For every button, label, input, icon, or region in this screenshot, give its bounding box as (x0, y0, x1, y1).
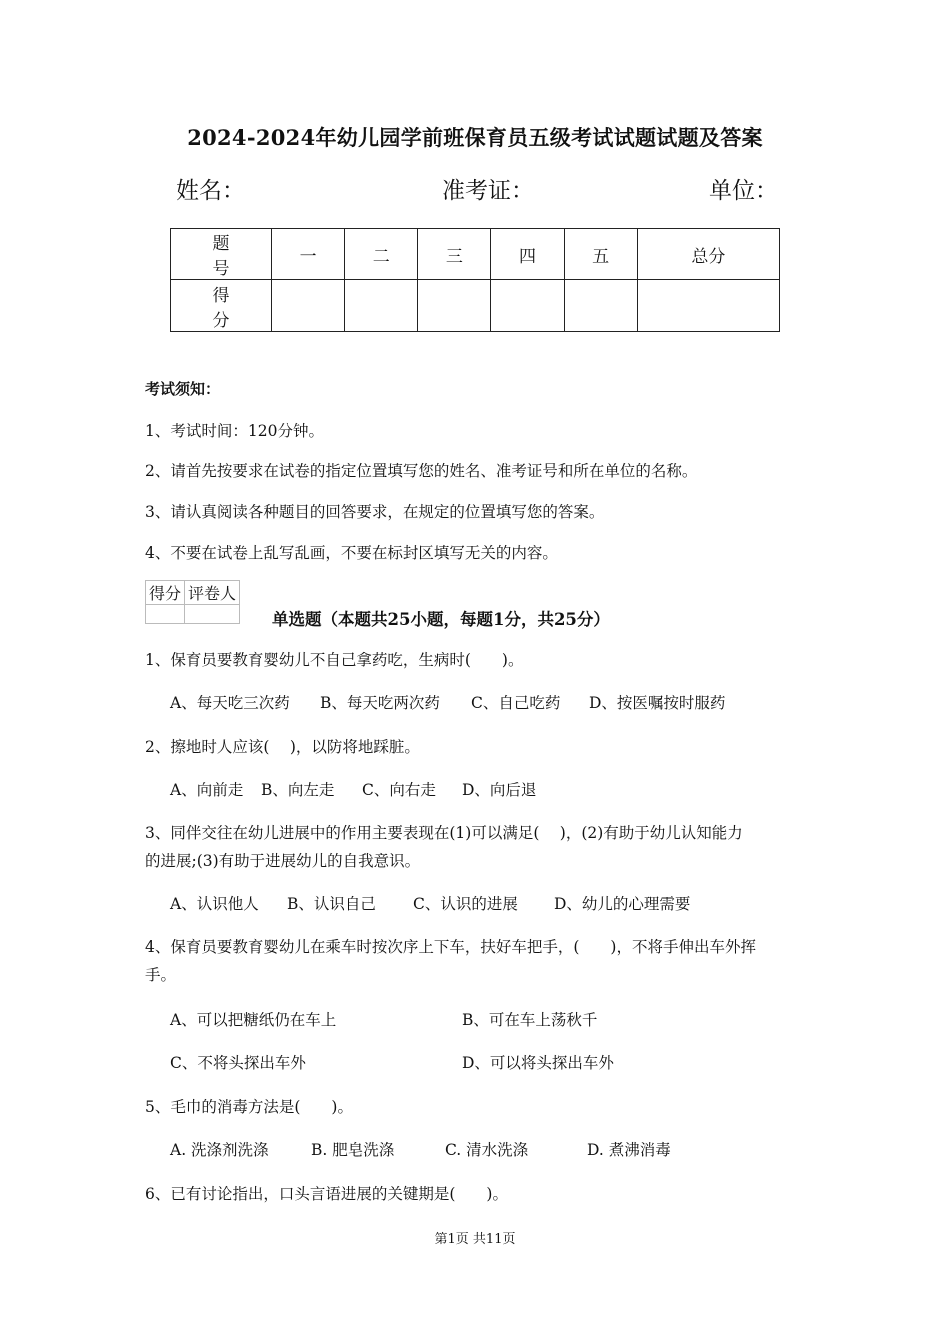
question-stem: 2、擦地时人应该( )，以防将地踩脏。 (145, 738, 420, 756)
score-cell-3[interactable] (418, 280, 491, 332)
question-stem: 6、已有讨论指出，口头言语进展的关键期是( )。 (145, 1185, 508, 1203)
option-a[interactable]: A. 洗涤剂洗涤 (170, 1141, 269, 1159)
page-title: 2024-2024年幼儿园学前班保育员五级考试试题试题及答案 (187, 125, 763, 150)
option-d[interactable]: D. 煮沸消毒 (587, 1141, 671, 1159)
option-b[interactable]: B、可在车上荡秋千 (462, 1011, 598, 1029)
option-a[interactable]: A、向前走 (170, 781, 244, 799)
section-3-header: 三 (418, 229, 491, 280)
option-d[interactable]: D、幼儿的心理需要 (554, 895, 691, 913)
score-cell-total[interactable] (637, 280, 779, 332)
score-table-score-row (171, 280, 780, 332)
section-title: 单选题（本题共25小题，每题1分，共25分） (272, 610, 610, 629)
score-row-label: 得 分 (171, 280, 272, 332)
option-c[interactable]: C、认识的进展 (413, 895, 518, 913)
option-d[interactable]: D、可以将头探出车外 (462, 1054, 614, 1072)
option-b[interactable]: B、向左走 (261, 781, 335, 799)
candidate-fields (176, 172, 778, 204)
option-a[interactable]: A、每天吃三次药 (170, 694, 290, 712)
option-c[interactable]: C、不将头探出车外 (170, 1054, 306, 1072)
score-cell-4[interactable] (491, 280, 564, 332)
option-d[interactable]: D、按医嘱按时服药 (589, 694, 726, 712)
section-4-header: 四 (491, 229, 564, 280)
notice-item: 4、不要在试卷上乱写乱画，不要在标封区填写无关的内容。 (145, 544, 558, 562)
score-table (170, 228, 780, 332)
question-number-header: 题 号 (171, 229, 272, 280)
option-b[interactable]: B、认识自己 (287, 895, 376, 913)
score-cell-2[interactable] (345, 280, 418, 332)
option-c[interactable]: C. 清水洗涤 (445, 1141, 529, 1159)
section-2-header: 二 (345, 229, 418, 280)
notice-item: 2、请首先按要求在试卷的指定位置填写您的姓名、准考证号和所在单位的名称。 (145, 462, 698, 480)
total-header: 总分 (637, 229, 779, 280)
question-stem-continued: 手。 (145, 966, 177, 984)
question-stem: 3、同伴交往在幼儿进展中的作用主要表现在(1)可以满足( )，(2)有助于幼儿认知能力 (145, 824, 743, 842)
score-cell-1[interactable] (272, 280, 345, 332)
option-c[interactable]: C、自己吃药 (471, 694, 561, 712)
notice-title: 考试须知： (145, 380, 221, 398)
section-5-header: 五 (564, 229, 637, 280)
exam-id-label: 准考证： (442, 178, 534, 204)
option-b[interactable]: B. 肥皂洗涤 (311, 1141, 395, 1159)
grader-box (145, 580, 240, 624)
option-b[interactable]: B、每天吃两次药 (320, 694, 440, 712)
option-c[interactable]: C、向右走 (362, 781, 436, 799)
question-stem: 5、毛巾的消毒方法是( )。 (145, 1098, 353, 1116)
option-a[interactable]: A、认识他人 (170, 895, 259, 913)
question-stem: 1、保育员要教育婴幼儿不自己拿药吃，生病时( )。 (145, 651, 524, 669)
unit-label: 单位： (709, 178, 778, 204)
grader-score-label: 得分 (146, 581, 185, 605)
name-label: 姓名： (176, 178, 245, 204)
question-stem: 4、保育员要教育婴幼儿在乘车时按次序上下车，扶好车把手，( )，不将手伸出车外挥 (145, 938, 756, 956)
option-a[interactable]: A、可以把糖纸仍在车上 (170, 1011, 337, 1029)
grader-reviewer-label: 评卷人 (185, 581, 240, 605)
option-d[interactable]: D、向后退 (462, 781, 537, 799)
notice-item: 3、请认真阅读各种题目的回答要求，在规定的位置填写您的答案。 (145, 503, 605, 521)
grader-score-cell[interactable] (146, 605, 185, 624)
section-1-header: 一 (272, 229, 345, 280)
page-footer: 第1页 共11页 (434, 1232, 516, 1247)
score-table-header-row (171, 229, 780, 280)
question-stem-continued: 的进展;(3)有助于进展幼儿的自我意识。 (145, 852, 421, 870)
grader-reviewer-cell[interactable] (185, 605, 240, 624)
score-cell-5[interactable] (564, 280, 637, 332)
notice-item: 1、考试时间：120分钟。 (145, 422, 324, 440)
